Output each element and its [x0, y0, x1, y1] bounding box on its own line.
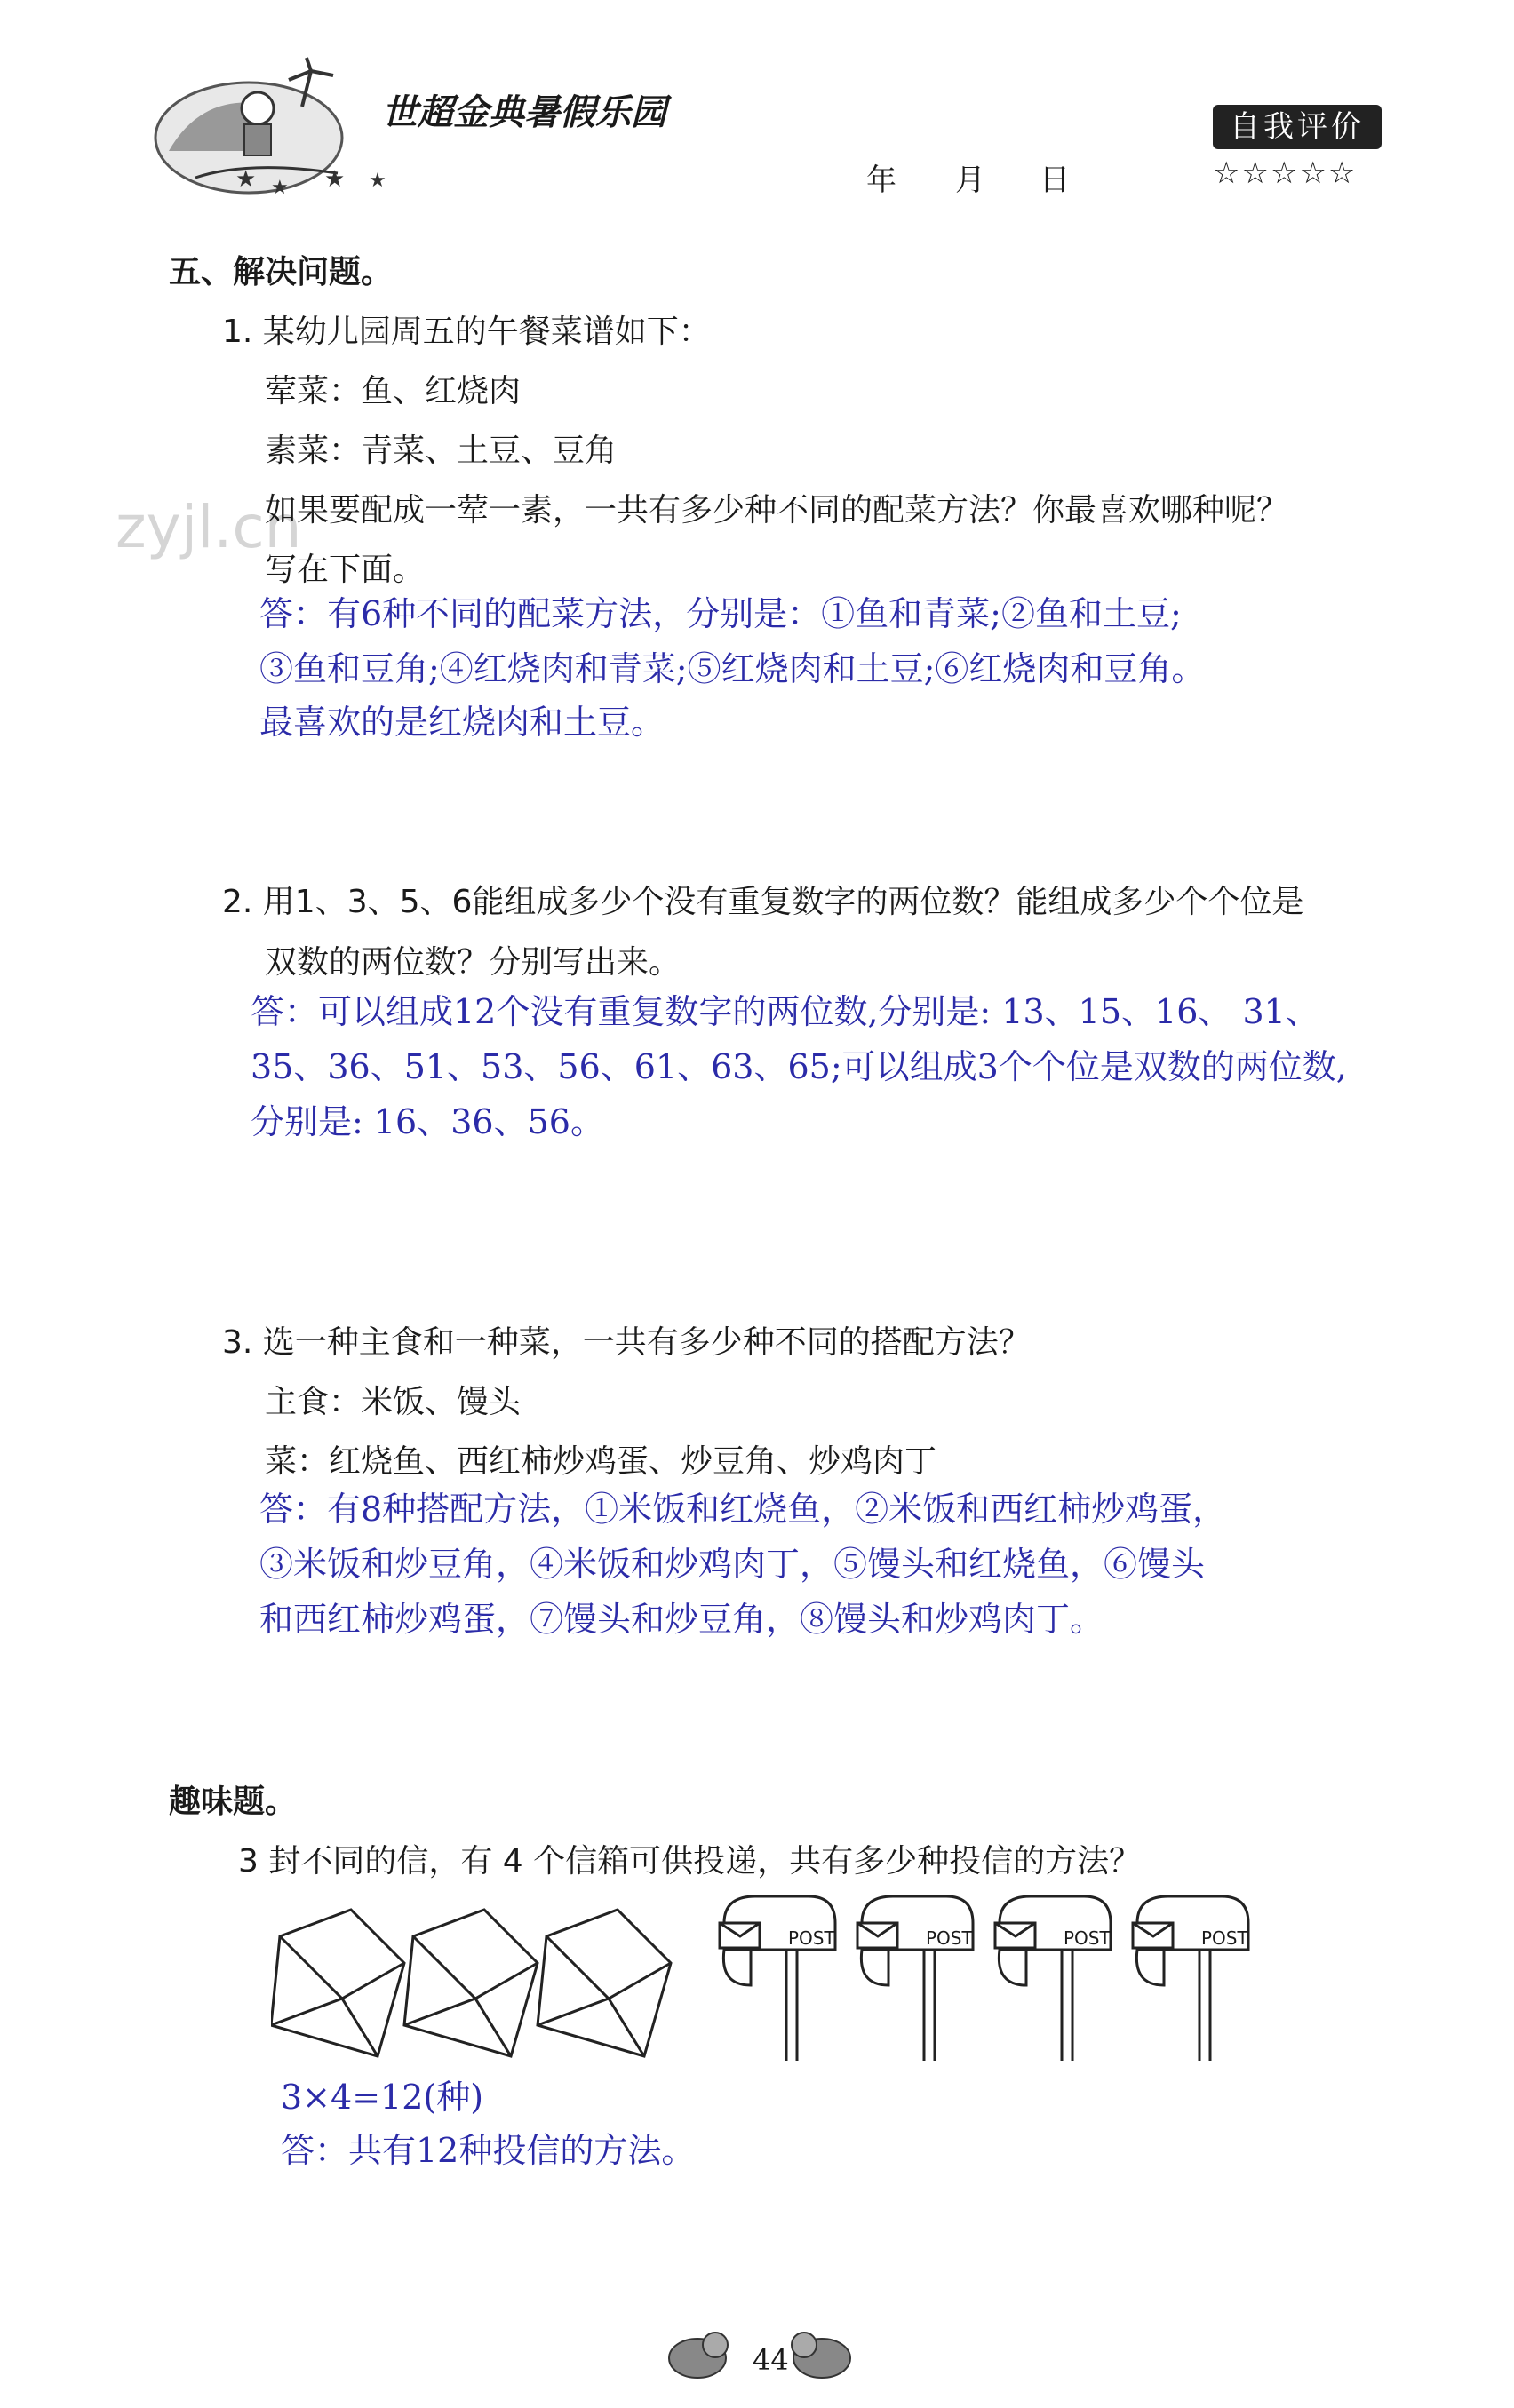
q2-prompt: 2. 用1、3、5、6能组成多少个没有重复数字的两位数？能组成多少个个位是 — [222, 884, 1304, 920]
fun-calculation: 3×4=12(种) — [281, 2078, 484, 2117]
page-number: 44 — [753, 2343, 789, 2377]
q2-prompt-cont: 双数的两位数？分别写出来。 — [265, 944, 681, 981]
q1-answer-line1: 答：有6种不同的配菜方法，分别是：①鱼和青菜;②鱼和土豆; — [259, 594, 1182, 633]
date-month-label: 月 — [955, 163, 985, 198]
svg-text:★: ★ — [369, 170, 386, 192]
q1-question-cont: 写在下面。 — [265, 552, 426, 588]
fun-question: 3 封不同的信，有 4 个信箱可供投递，共有多少种投信的方法？ — [238, 1843, 1142, 1880]
self-evaluation-badge: 自我评价 — [1213, 105, 1382, 149]
date-day-label: 日 — [1040, 163, 1070, 198]
section-title: 五、解决问题。 — [169, 254, 394, 290]
q1-veg-dishes: 素菜：青菜、土豆、豆角 — [265, 433, 618, 469]
q3-answer-line1: 答：有8种搭配方法，①米饭和红烧鱼，②米饭和西红柿炒鸡蛋， — [259, 1490, 1227, 1529]
svg-text:★: ★ — [324, 166, 346, 193]
page-header — [151, 53, 1386, 204]
q3-dishes: 菜：红烧鱼、西红柿炒鸡蛋、炒豆角、炒鸡肉丁 — [265, 1443, 937, 1480]
q3-answer-line2: ③米饭和炒豆角，④米饭和炒鸡肉丁，⑤馒头和红烧鱼，⑥馒头 — [259, 1545, 1206, 1584]
q3-staples: 主食：米饭、馒头 — [265, 1384, 522, 1420]
q3-answer-line3: 和西红柿炒鸡蛋，⑦馒头和炒豆角，⑧馒头和炒鸡肉丁。 — [259, 1600, 1104, 1639]
q1-answer-line3: 最喜欢的是红烧肉和土豆。 — [259, 703, 665, 742]
q1-meat-dishes: 荤菜：鱼、红烧肉 — [265, 373, 522, 409]
header-title: 世超金典暑假乐园 — [382, 92, 666, 133]
mailbox-post-label: POST — [1201, 1927, 1248, 1949]
fun-answer: 答：共有12种投信的方法。 — [281, 2131, 696, 2170]
svg-text:★: ★ — [271, 177, 289, 199]
q2-answer-line2: 35、36、51、53、56、61、63、65;可以组成3个个位是双数的两位数, — [251, 1047, 1347, 1086]
q1-question: 如果要配成一荤一素，一共有多少种不同的配菜方法？你最喜欢哪种呢？ — [265, 492, 1289, 528]
mailboxes-illustration — [715, 1887, 1284, 2065]
date-year-label: 年 — [866, 163, 896, 198]
watermark: zyjl.cn — [116, 493, 302, 561]
envelope-icon — [538, 1910, 671, 2056]
svg-text:★: ★ — [235, 166, 257, 193]
q2-answer-line3: 分别是: 16、36、56。 — [251, 1102, 604, 1141]
mailbox-post-label: POST — [788, 1927, 835, 1949]
envelope-icon — [404, 1910, 538, 2056]
fun-section-title: 趣味题。 — [169, 1784, 298, 1820]
mailbox-post-label: POST — [926, 1927, 973, 1949]
rating-stars: ☆☆☆☆☆ — [1213, 155, 1358, 191]
q3-prompt: 3. 选一种主食和一种菜，一共有多少种不同的搭配方法？ — [222, 1324, 1031, 1361]
q1-answer-line2: ③鱼和豆角;④红烧肉和青菜;⑤红烧肉和土豆;⑥红烧肉和豆角。 — [259, 649, 1206, 688]
envelope-icon — [271, 1910, 404, 2056]
q1-prompt: 1. 某幼儿园周五的午餐菜谱如下： — [222, 314, 711, 350]
q2-answer-line1: 答：可以组成12个没有重复数字的两位数,分别是: 13、15、16、 31、 — [251, 992, 1319, 1031]
envelopes-illustration — [271, 1901, 689, 2070]
mailbox-post-label: POST — [1064, 1927, 1111, 1949]
